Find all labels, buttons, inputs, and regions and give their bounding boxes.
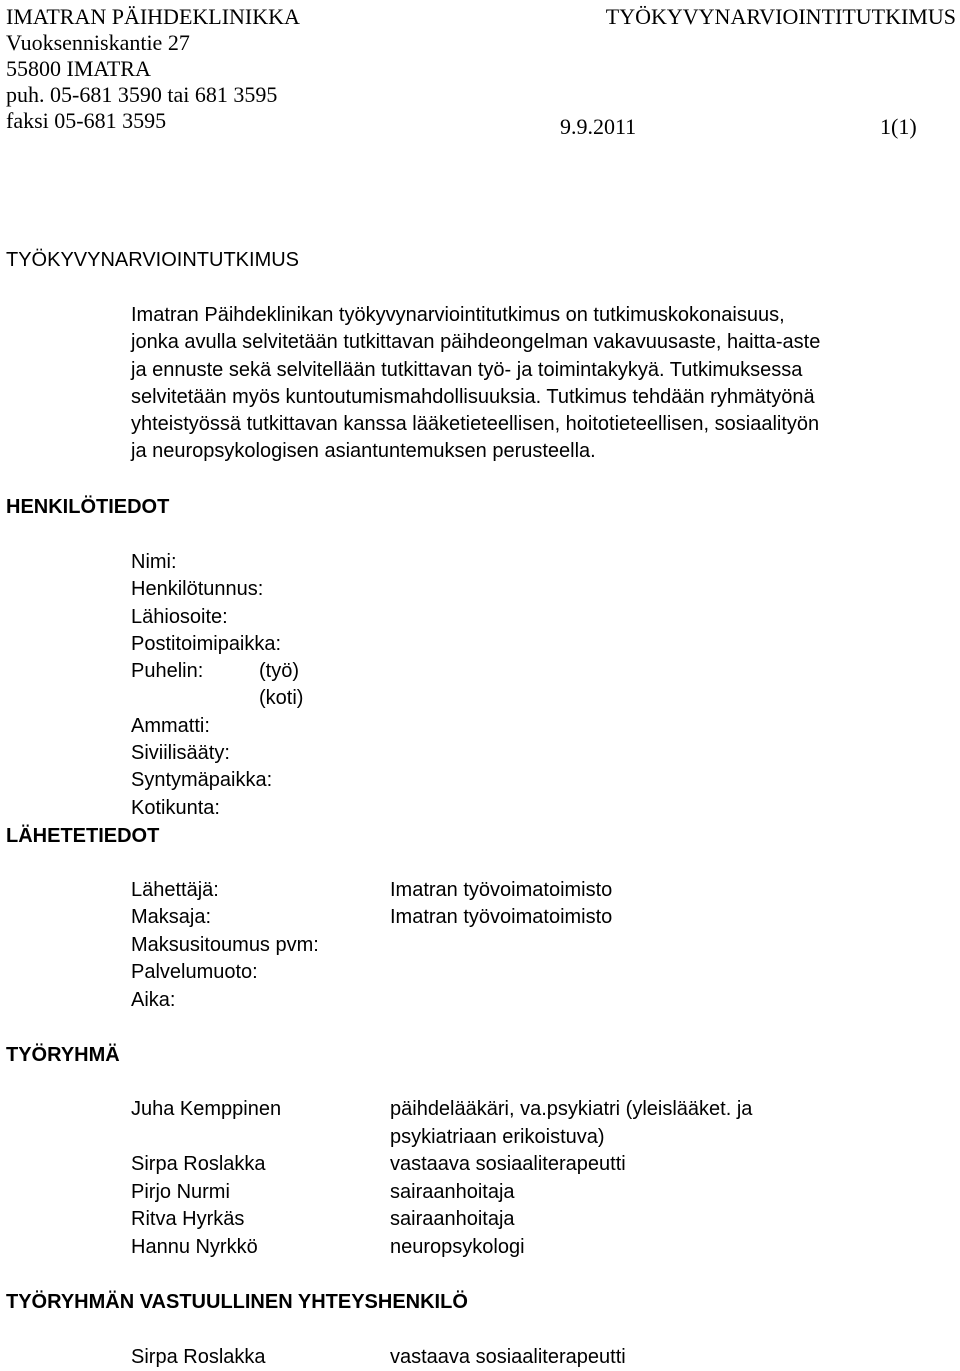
sender-label: Lähettäjä: xyxy=(131,879,219,901)
phone-label: Puhelin: xyxy=(131,660,204,683)
intro-paragraph xyxy=(131,302,957,466)
team-member-role: neuropsykologi xyxy=(390,1236,525,1258)
clinic-name: IMATRAN PÄIHDEKLINIKKA xyxy=(6,4,300,29)
team-member-name: Hannu Nyrkkö xyxy=(131,1236,258,1258)
team-member-role: sairaanhoitaja xyxy=(390,1181,515,1203)
name-label: Nimi: xyxy=(131,551,177,573)
intro-line: ja ennuste sekä selvitellään tutkittavan työ- ja toimintakykyä. Tutkimuksessa xyxy=(131,358,803,381)
document-type: TYÖKYVYNARVIOINTITUTKIMUS xyxy=(605,4,956,29)
team-member-name: Juha Kemppinen xyxy=(131,1098,282,1120)
marital-status-label: Siviilisääty: xyxy=(131,742,230,765)
document-title: TYÖKYVYNARVIOINTUTKIMUS xyxy=(6,249,300,271)
clinic-street: Vuoksenniskantie 27 xyxy=(6,30,190,55)
phone-home-label: (koti) xyxy=(259,687,304,710)
clinic-phone: puh. 05-681 3590 tai 681 3595 xyxy=(6,82,278,107)
ssn-label: Henkilötunnus: xyxy=(131,578,264,601)
intro-line: jonka avulla selvitetään tutkittavan päihdeongelman vakavuusaste, haitta-aste xyxy=(131,331,821,354)
street-label: Lähiosoite: xyxy=(131,605,228,628)
personal-info-heading: HENKILÖTIEDOT xyxy=(6,496,170,518)
referral-info-heading: LÄHETETIEDOT xyxy=(6,825,160,847)
contact-person-role: vastaava sosiaaliterapeutti xyxy=(390,1346,626,1368)
team-heading: TYÖRYHMÄ xyxy=(6,1044,120,1066)
clinic-postal: 55800 IMATRA xyxy=(6,56,151,81)
service-type-label: Palvelumuoto: xyxy=(131,961,258,983)
letterhead-address-block xyxy=(6,4,300,134)
team-member-role-continued: psykiatriaan erikoistuva) xyxy=(390,1126,605,1148)
intro-line: Imatran Päihdeklinikan työkyvynarviointitutkimus on tutkimuskokonaisuus, xyxy=(131,304,785,326)
team-member-role: päihdelääkäri, va.psykiatri (yleislääket. ja xyxy=(390,1098,753,1120)
time-label: Aika: xyxy=(131,989,176,1011)
personal-info-fields xyxy=(131,549,304,822)
payer-label: Maksaja: xyxy=(131,906,212,928)
team-member-role: sairaanhoitaja xyxy=(390,1208,515,1230)
profession-label: Ammatti: xyxy=(131,714,210,737)
team-member-role: vastaava sosiaaliterapeutti xyxy=(390,1153,626,1175)
clinic-fax: faksi 05-681 3595 xyxy=(6,108,167,133)
sender-value: Imatran työvoimatoimisto xyxy=(390,879,613,901)
intro-line: yhteistyössä tutkittavan kanssa lääketieteellisen, hoitotieteellisen, sosiaalityön xyxy=(131,413,820,436)
team-member-name: Ritva Hyrkäs xyxy=(131,1208,245,1230)
payer-value: Imatran työvoimatoimisto xyxy=(390,906,613,928)
team-member-name: Pirjo Nurmi xyxy=(131,1181,230,1203)
postal-label: Postitoimipaikka: xyxy=(131,632,282,655)
intro-line: selvitetään myös kuntoutumismahdollisuuksia. Tutkimus tehdään ryhmätyönä xyxy=(131,385,815,408)
intro-line: ja neuropsykologisen asiantuntemuksen perusteella. xyxy=(131,440,596,463)
contact-person-name: Sirpa Roslakka xyxy=(131,1346,266,1368)
document-date: 9.9.2011 xyxy=(560,114,637,139)
team-member-name: Sirpa Roslakka xyxy=(131,1153,266,1175)
municipality-label: Kotikunta: xyxy=(131,796,220,819)
birthplace-label: Syntymäpaikka: xyxy=(131,769,273,792)
page-number: 1(1) xyxy=(880,114,917,139)
contact-person-heading: TYÖRYHMÄN VASTUULLINEN YHTEYSHENKILÖ xyxy=(6,1291,468,1313)
phone-work-label: (työ) xyxy=(259,660,299,683)
payment-commitment-label: Maksusitoumus pvm: xyxy=(131,934,319,956)
